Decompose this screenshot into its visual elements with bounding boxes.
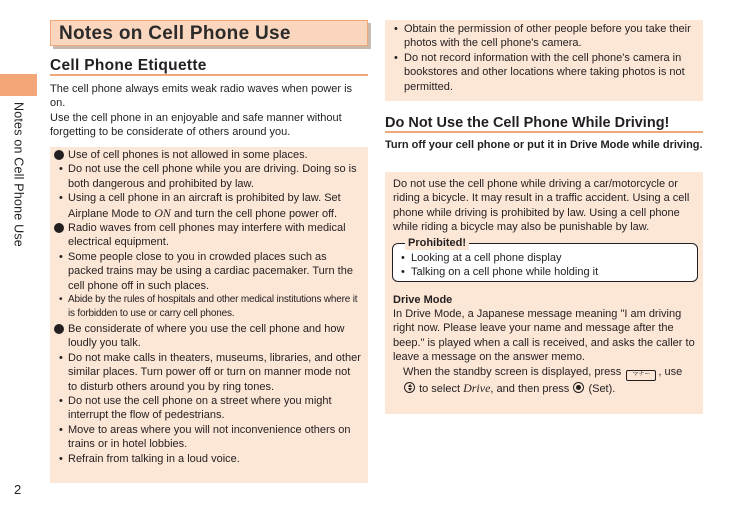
etiquette-box (50, 147, 368, 483)
list-item (54, 162, 362, 191)
group-heading (54, 148, 362, 162)
page-number: 2 (14, 482, 22, 497)
list-item (54, 394, 362, 423)
group-heading (54, 322, 362, 351)
step-text: , and then press (490, 382, 570, 395)
drive-word: Drive (463, 380, 491, 395)
intro-paragraph: The cell phone always emits weak radio waves when power is on. (50, 83, 353, 110)
bullet-icon: • (394, 51, 398, 64)
bullet-dot-icon (54, 324, 64, 334)
bullet-icon: • (401, 251, 405, 264)
step-text: (Set). (588, 382, 616, 395)
list-item (54, 293, 362, 322)
list-item (391, 22, 697, 51)
prohibited-label: Prohibited! (405, 237, 469, 250)
list-item-text: Talking on a cell phone while holding it (411, 266, 599, 279)
step-text: When the standby screen is displayed, press (403, 365, 622, 378)
intro-paragraph: Use the cell phone in an enjoyable and safe manner without forgetting to be considerate of others around you. (50, 111, 342, 139)
driving-lead: Turn off your cell phone or put it in Drive Mode while driving. (385, 139, 703, 151)
side-section-label: Notes on Cell Phone Use (11, 102, 26, 247)
list-item (54, 423, 362, 452)
page-title: Notes on Cell Phone Use (59, 23, 291, 44)
list-item (54, 250, 362, 293)
list-item-text: Abide by the rules of hospitals and other medical institutions where it is forbidden to use or carry cell phones. (68, 294, 358, 320)
driving-box (385, 172, 703, 414)
nav-key-icon (404, 382, 415, 393)
bullet-icon: • (59, 250, 63, 263)
bullet-icon: • (59, 394, 63, 407)
list-item (54, 191, 362, 221)
camera-notes-box (385, 20, 703, 101)
driving-body: Do not use the cell phone while driving a car/motorcycle or riding a bicycle. It may result in a traffic accident. Using a cell phone while driving is prohibited by law. Using a cell phone while riding a bicycle may also be punishable by law. (393, 178, 690, 234)
list-item-text: Looking at a cell phone display (411, 251, 562, 264)
list-item-text: Do not record information with the cell phone's camera in bookstores and other locations where taking photos is not permitted. (404, 51, 685, 93)
set-key-icon (573, 382, 584, 393)
list-item-text: Do not use the cell phone on a street where you might interrupt the flow of pedestrians. (68, 394, 332, 422)
bullet-icon: • (59, 423, 63, 436)
list-item-text: and turn the cell phone power off. (173, 207, 338, 220)
drive-mode-title: Drive Mode (393, 293, 453, 306)
bullet-icon: • (59, 294, 63, 306)
bullet-icon: • (59, 351, 63, 364)
driving-heading: Do Not Use the Cell Phone While Driving! (385, 114, 703, 133)
list-item-text: Do not make calls in theaters, museums, libraries, and other similar places. Turn power off or turn on manner mode not to disturb others around you by ring tones. (68, 351, 361, 393)
list-item (54, 452, 362, 466)
list-item (399, 251, 697, 265)
bullet-dot-icon (54, 150, 64, 160)
list-item-text: Move to areas where you will not inconvenience others on trains or in hotel lobbies. (68, 423, 351, 451)
step-text: , use (658, 365, 683, 378)
list-item-text: Refrain from talking in a loud voice. (68, 452, 240, 465)
on-setting-label: ON (154, 205, 171, 220)
group-heading (54, 221, 362, 250)
bullet-dot-icon (54, 223, 64, 233)
bullet-icon: • (59, 452, 63, 465)
list-item-text: Some people close to you in crowded places such as packed trains may be using a cardiac pacemaker. Turn the cell phone off in such places. (68, 250, 353, 292)
group-heading-text: Be considerate of where you use the cell phone and how loudly you talk. (68, 322, 345, 350)
manner-key-icon: マナー (626, 370, 656, 381)
group-heading-text: Use of cell phones is not allowed in some places. (68, 149, 308, 161)
page-title-bar (50, 20, 368, 46)
list-item (54, 351, 362, 394)
bullet-icon: • (59, 163, 63, 176)
bullet-icon: • (394, 23, 398, 35)
group-heading-text: Radio waves from cell phones may interfere with medical electrical equipment. (68, 222, 346, 249)
prohibited-box (392, 236, 698, 282)
section-tab (0, 74, 37, 96)
list-item-text: Obtain the permission of other people before you take their photos with the cell phone's camera. (404, 23, 691, 50)
bullet-icon: • (59, 192, 63, 205)
etiquette-heading: Cell Phone Etiquette (50, 57, 368, 76)
list-item (391, 51, 697, 94)
list-item-text: Do not use the cell phone while you are driving. Doing so is both dangerous and prohibited by law. (68, 163, 357, 190)
step-text: to select (419, 382, 461, 395)
list-item-text: Using a cell phone in an aircraft is prohibited by law. Set Airplane Mode to (68, 192, 341, 220)
etiquette-intro (50, 82, 370, 140)
drive-mode-body: In Drive Mode, a Japanese message meaning "I am driving right now. Please leave your name and message after the beep." is played when a call is received, and asks the caller to leave a message on the answer memo. (393, 308, 695, 364)
list-item (399, 265, 697, 279)
bullet-icon: • (401, 266, 405, 279)
drive-mode-steps (393, 365, 697, 396)
